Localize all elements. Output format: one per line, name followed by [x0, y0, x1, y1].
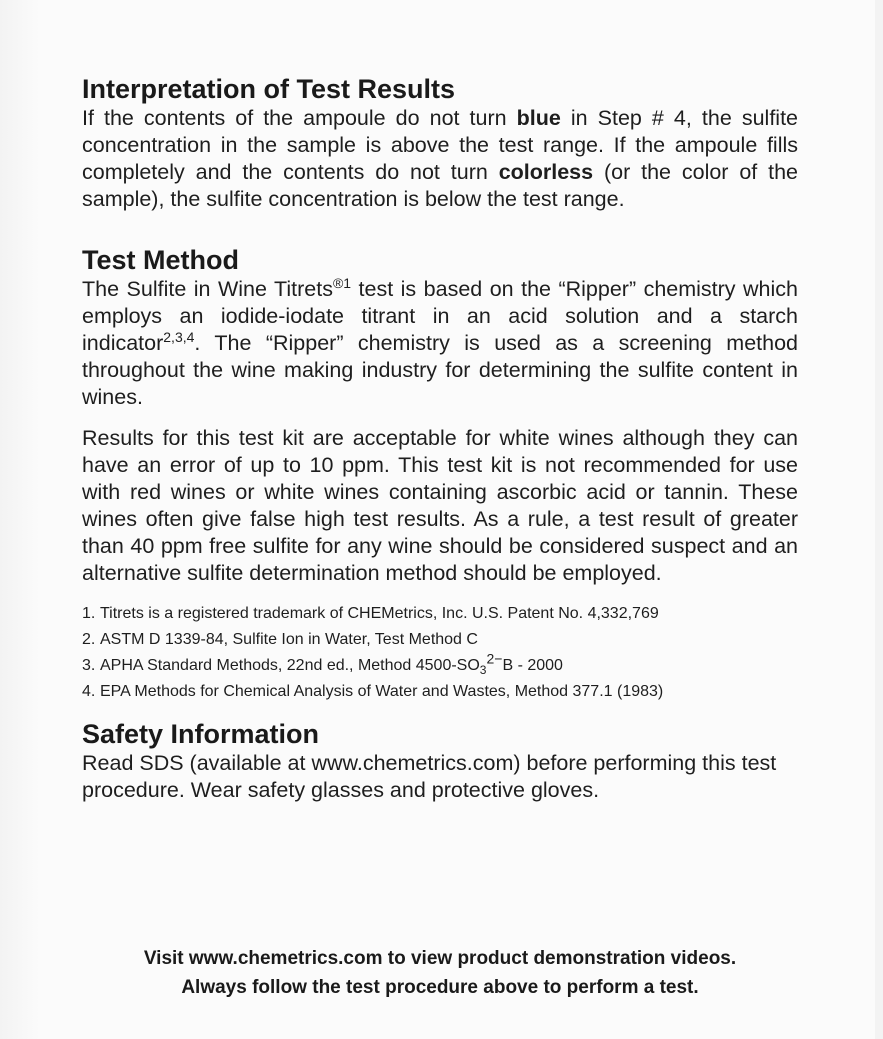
- reference-number: 4.: [82, 683, 96, 700]
- test-method-section: [82, 245, 798, 705]
- reference-item: [82, 679, 798, 705]
- reference-text: ASTM D 1339-84, Sulfite Ion in Water, Test Method C: [100, 631, 478, 648]
- reference-item: [82, 627, 798, 653]
- blue-emphasis: blue: [516, 106, 561, 130]
- reference-item: [82, 650, 798, 679]
- test-method-heading: Test Method: [82, 245, 239, 275]
- interpretation-heading: Interpretation of Test Results: [82, 74, 456, 104]
- footer-line-2: Always follow the test procedure above to perform a test.: [181, 977, 699, 998]
- document-content: [82, 74, 798, 804]
- interpretation-text-2: in Step # 4, the sulfite concentration in the sample is above the test range. If the ampoule fills completely and the contents do not turn: [82, 106, 798, 184]
- method-text-c: . The “Ripper” chemistry is used as a screening method throughout the wine making industry for determining the sulfite content in wines.: [82, 331, 798, 409]
- reference-number: 1.: [82, 605, 96, 622]
- reference-footnote-marker: 2,3,4: [163, 328, 195, 345]
- safety-section: [82, 719, 798, 804]
- reference-number: 2.: [82, 631, 96, 648]
- safety-paragraph: Read SDS (available at www.chemetrics.com) before performing this test procedure. Wear safety glasses and protective gloves.: [82, 751, 777, 802]
- footer-line-1: Visit www.chemetrics.com to view product demonstration videos.: [143, 948, 737, 969]
- reference-text: Titrets is a registered trademark of CHEMetrics, Inc. U.S. Patent No. 4,332,769: [100, 605, 659, 622]
- reference-text: APHA Standard Methods, 22nd ed., Method 4500-SO: [100, 657, 480, 674]
- results-paragraph: Results for this test kit are acceptable for white wines although they can have an error of up to 10 ppm. This test kit is not recommended for use with red wines or white wines containing ascorbic acid or tannin. These wines often give false high test results. As a rule, a test result of greater than 40 ppm free sulfite for any wine should be considered suspect and an alternative sulfite determination method should be employed.: [82, 426, 798, 585]
- interpretation-text-3: (or the color of the sample), the sulfite concentration is below the test range.: [82, 160, 799, 211]
- interpretation-paragraph: [82, 105, 798, 213]
- reference-item: [82, 601, 798, 627]
- method-text-a: The Sulfite in Wine Titrets: [82, 277, 333, 301]
- trademark-footnote-marker: ®1: [332, 274, 352, 291]
- reference-text-end: B - 2000: [502, 657, 563, 674]
- reference-number: 3.: [82, 657, 96, 674]
- references-list: [82, 601, 798, 705]
- page-shadow-right: [875, 0, 883, 1039]
- footer-note: [60, 944, 820, 1002]
- reference-text: EPA Methods for Chemical Analysis of Water and Wastes, Method 377.1 (1983): [100, 683, 664, 700]
- method-text-b: test is based on the “Ripper” chemistry which employs an iodide-iodate titrant in an acid solution and a starch indicator: [82, 277, 798, 355]
- page-shadow-left: [0, 0, 40, 1039]
- interpretation-section: [82, 74, 798, 213]
- colorless-emphasis: colorless: [498, 160, 594, 184]
- safety-heading: Safety Information: [82, 719, 320, 749]
- superscript: 2−: [486, 650, 503, 667]
- interpretation-text-1: If the contents of the ampoule do not turn: [82, 106, 517, 130]
- subscript: 3: [479, 663, 487, 678]
- test-method-paragraph: [82, 276, 798, 411]
